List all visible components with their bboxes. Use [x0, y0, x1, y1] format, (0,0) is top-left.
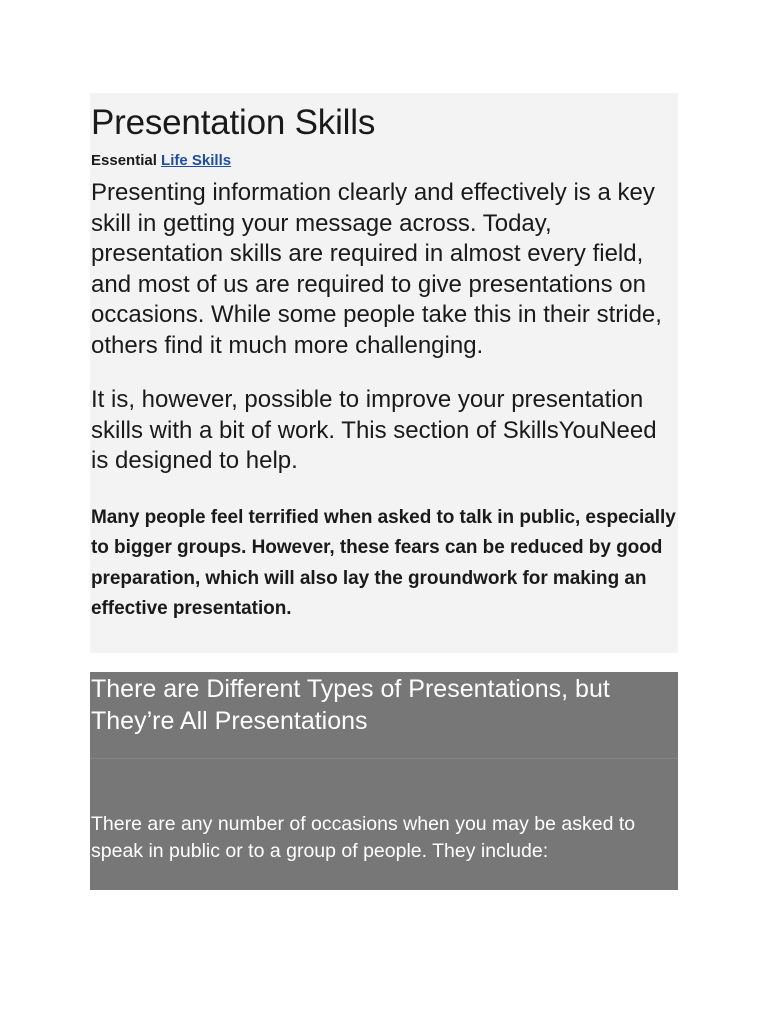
subtitle-prefix: Essential — [91, 152, 162, 169]
intro-paragraph-2: It is, however, possible to improve your presentation skills with a bit of work. This section of SkillsYouNeed is designed to help. — [91, 386, 657, 474]
subtitle — [91, 152, 678, 170]
section-heading: There are Different Types of Presentations, but They’re All Presentations — [90, 672, 678, 759]
intro-section — [90, 93, 678, 653]
types-section — [90, 672, 678, 890]
section-text: There are any number of occasions when you may be asked to speak in public or to a group of people. They include: — [91, 813, 636, 862]
section-gap — [90, 653, 678, 672]
document-page — [90, 93, 678, 890]
page-title: Presentation Skills — [91, 103, 376, 142]
bold-paragraph: Many people feel terrified when asked to talk in public, especially to bigger groups. However, these fears can be reduced by good preparation, which will also lay the groundwork for making an effective presentation. — [91, 506, 676, 619]
intro-paragraph-1: Presenting information clearly and effectively is a key skill in getting your message across. Today, presentation skills are required in almost every field, and most of us are required to give presentations on occasions. While some people take this in their stride, others find it much more challenging. — [91, 179, 662, 359]
life-skills-link[interactable]: Life Skills — [161, 152, 232, 169]
